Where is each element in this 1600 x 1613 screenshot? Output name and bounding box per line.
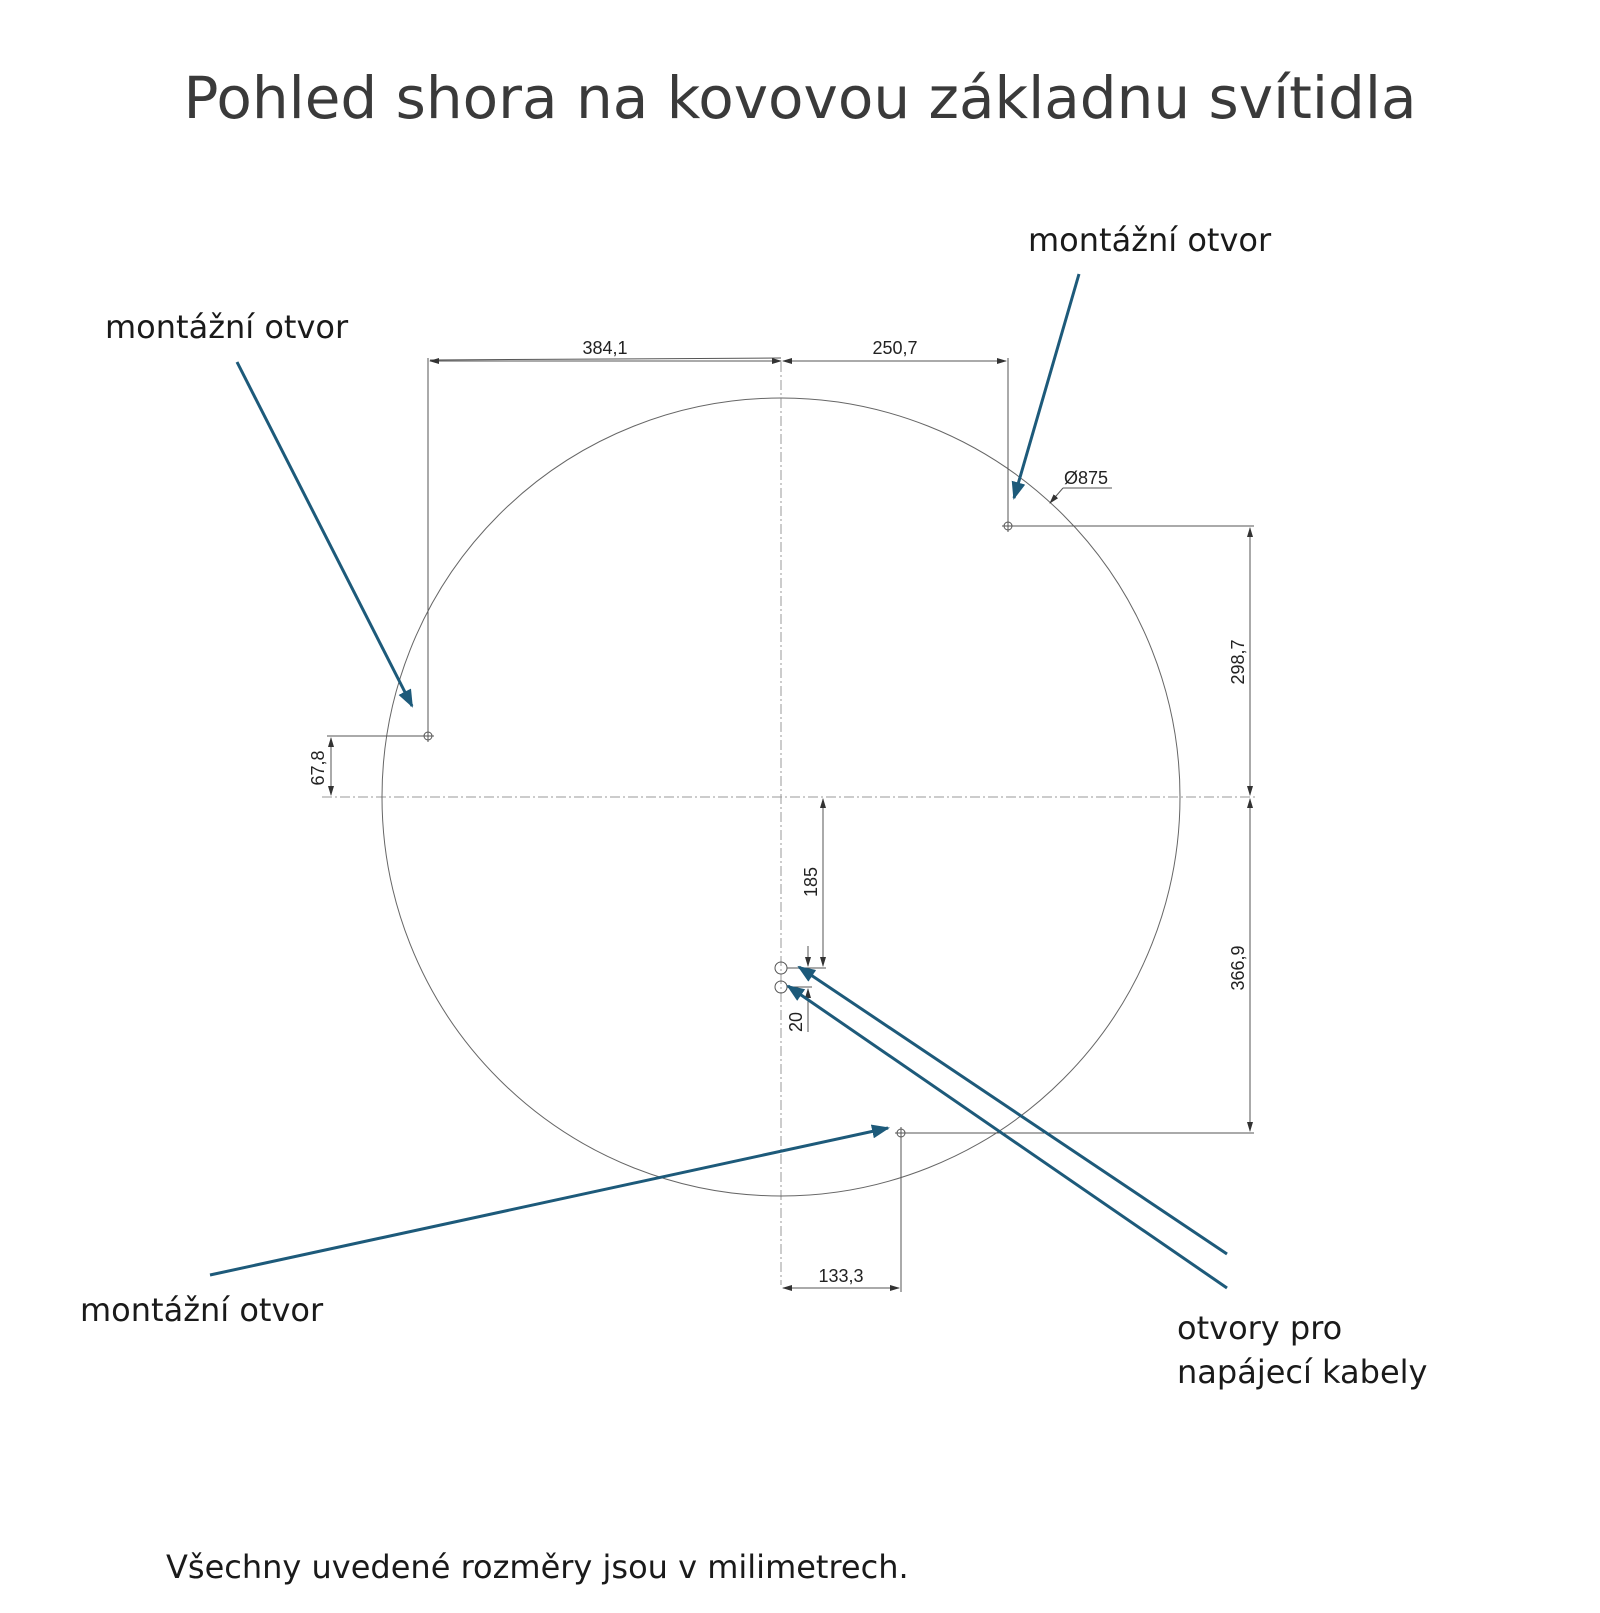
leader-mount-top-right [1014, 274, 1079, 498]
leader-mount-bottom [210, 1128, 888, 1275]
leader-cable-hole-lower [788, 986, 1227, 1288]
callout-mount-top-right: montážní otvor [1028, 221, 1272, 259]
dim-label-298-7: 298,7 [1228, 639, 1248, 685]
dim-label-67-8: 67,8 [308, 750, 328, 786]
callout-cable-line2: napájecí kabely [1177, 1353, 1428, 1391]
dimension-250-7 [783, 338, 1008, 520]
mount-hole-left [422, 730, 434, 742]
dim-label-133-3: 133,3 [818, 1266, 864, 1286]
dimension-133-3 [783, 1139, 901, 1292]
dimension-298-7 [1014, 526, 1254, 795]
callout-mount-left: montážní otvor [105, 308, 349, 346]
dimension-67-8 [308, 736, 422, 795]
dim-label-185: 185 [801, 866, 821, 898]
dim-label-384-1: 384,1 [582, 338, 628, 358]
dim-label-diameter: Ø875 [1064, 468, 1109, 488]
dim-label-366-9: 366,9 [1228, 945, 1248, 991]
dim-label-20: 20 [786, 1011, 806, 1033]
footnote: Všechny uvedené rozměry jsou v milimetrech. [166, 1548, 909, 1586]
dimension-366-9 [907, 799, 1254, 1133]
leader-cable-hole-upper [799, 967, 1227, 1254]
dimension-185 [787, 799, 826, 968]
mount-hole-top-right [1002, 520, 1014, 532]
mount-hole-bottom [895, 1127, 907, 1139]
dimension-diameter [1050, 468, 1112, 503]
dim-label-250-7: 250,7 [872, 338, 918, 358]
callout-cable-line1: otvory pro [1177, 1309, 1343, 1347]
callout-mount-bottom: montážní otvor [80, 1291, 324, 1329]
page-title: Pohled shora na kovovou základnu svítidla [183, 64, 1417, 132]
leader-mount-left [237, 362, 412, 706]
